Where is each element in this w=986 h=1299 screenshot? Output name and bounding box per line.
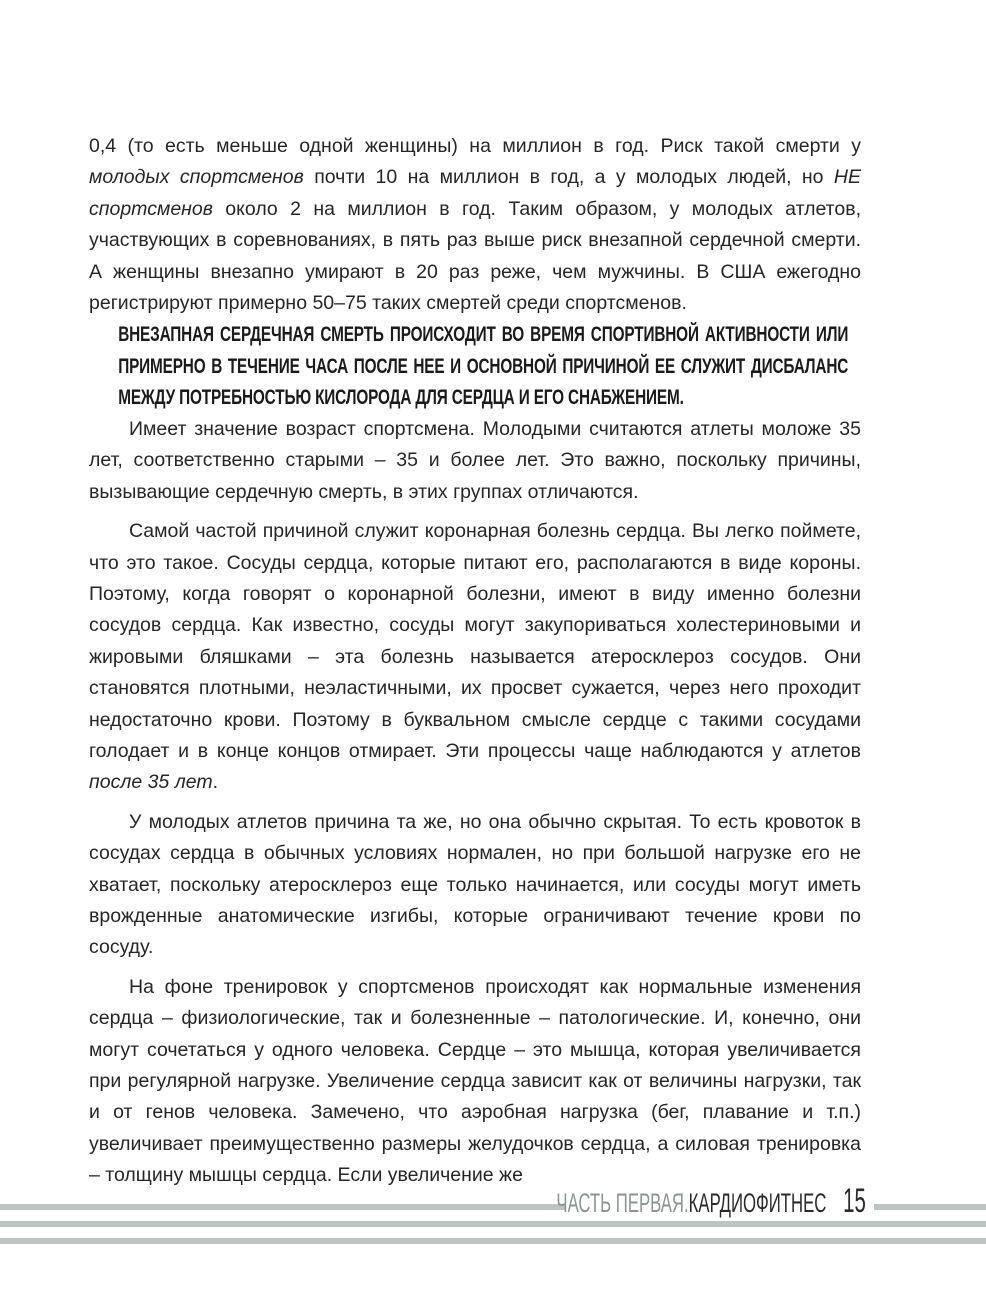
footer-stripe-1-left (0, 1204, 566, 1210)
footer-stripe-3 (0, 1238, 986, 1244)
text-run: почти 10 на миллион в год, а у молодых людей, но (303, 166, 834, 189)
text-run: Самой частой причиной служит коронарная болезнь сердца. Вы легко поймете, что это такое. Сосуды сердца, которые питают его, располагаются в виде короны. Поэтому, когда говорят о коронарной болезни, имеют в виду именно болезни сосудов сердца. Как известно, сосуды могут закупориваться холестериновыми и жировыми бляшками – эта болезнь называется атеросклероз сосудов. Они становятся плотными, неэластичными, их просвет сужается, через него проходит недостаточно крови. Поэтому в буквальном смысле сердце с такими сосудами голодает и в конце концов отмирает. Эти процессы чаще наблюдаются у атлетов (89, 520, 861, 762)
page-number: 15 (843, 1182, 866, 1220)
italic-phrase: НЕ спортсменов (89, 166, 861, 220)
text-run: 0,4 (то есть меньше одной женщины) на миллион в год. Риск такой смерти у (89, 135, 861, 157)
footer-stripe-2 (0, 1221, 986, 1227)
callout-wrapper (89, 319, 861, 410)
paragraph-5: На фоне тренировок у спортсменов происходят как нормальные изменения сердца – физиологические, так и болезненные – патологические. И, конечно, они могут сочетаться у одного человека. Сердце – это мышца, которая увеличивается при регулярной нагрузке. Увеличение сердца зависит как от величины нагрузки, так и от генов человека. Замечено, что аэробная нагрузка (бег, плавание и т.п.) увеличивает преимущественно размеры желудочков сердца, а силовая тренировка – толщину мышцы сердца. Если увеличение же (89, 975, 861, 1187)
paragraph-2: Имеет значение возраст спортсмена. Молодыми считаются атлеты моложе 35 лет, соответственно старыми – 35 и более лет. Это важно, поскольку причины, вызывающие сердечную смерть, в этих группах отличаются. (89, 417, 861, 503)
running-footer (556, 1186, 826, 1220)
main-text (89, 131, 861, 1192)
paragraph-3 (89, 516, 861, 799)
text-run: . (212, 771, 218, 794)
paragraph-1 (89, 131, 861, 319)
italic-phrase: после 35 лет (89, 771, 213, 794)
callout-heading: ВНЕЗАПНАЯ СЕРДЕЧНАЯ СМЕРТЬ ПРОИСХОДИТ ВО ВРЕМЯ СПОРТИВНОЙ АКТИВНОСТИ ИЛИ ПРИМЕРНО В ТЕЧЕНИЕ ЧАСА ПОСЛЕ НЕЕ И ОСНОВНОЙ ПРИЧИНОЙ ЕЕ СЛУЖИТ ДИСБАЛАНС МЕЖДУ ПОТРЕБНОСТЬЮ КИСЛОРОДА ДЛЯ СЕРДЦА И ЕГО СНАБЖЕНИЕМ. (118, 323, 849, 410)
italic-phrase: молодых спортсменов (89, 166, 304, 189)
footer-section-label: КАРДИОФИТНЕС (688, 1188, 826, 1218)
footer-part-label: ЧАСТЬ ПЕРВАЯ. (556, 1188, 689, 1218)
footer-stripe-1-right (874, 1204, 986, 1210)
text-run: около 2 на миллион в год. Таким образом, у молодых атлетов, участвующих в соревнованиях, в пять раз выше риск внезапной сердечной смерти. А женщины внезапно умирают в 20 раз реже, чем мужчины. В США ежегодно регистрируют примерно 50–75 таких смертей среди спортсменов. (89, 197, 861, 315)
paragraph-4: У молодых атлетов причина та же, но она обычно скрытая. То есть кровоток в сосудах сердца в обычных условиях нормален, но при большой нагрузке его не хватает, поскольку атеросклероз еще только начинается, или сосуды могут иметь врожденные анатомические изгибы, которые ограничивают течение крови по сосуду. (89, 810, 861, 959)
